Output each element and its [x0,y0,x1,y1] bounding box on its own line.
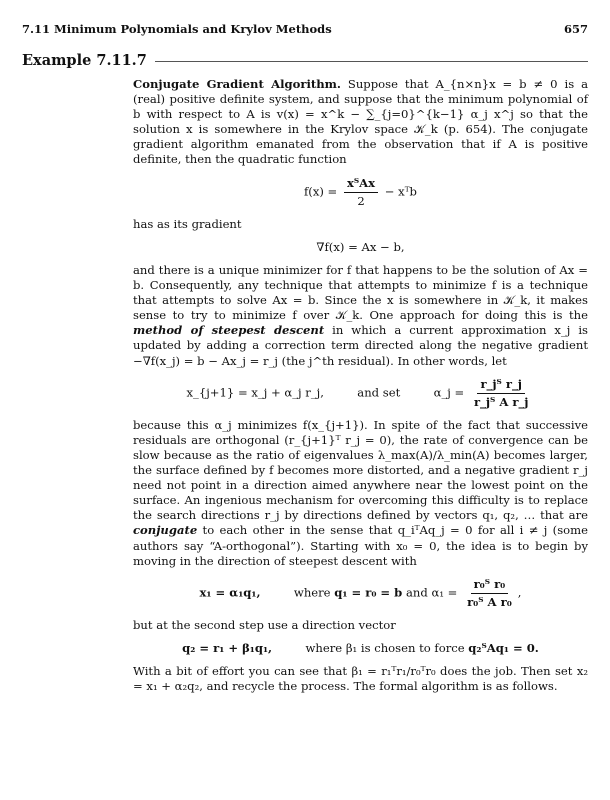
second-step-intro: but at the second step use a direction vector [133,617,396,632]
first-step-equation [133,577,588,610]
quadratic-tail: − xᵀb [384,184,417,199]
quadratic-equation [133,176,588,209]
heading-rule [134,61,588,62]
quadratic-numerator: xᵀAx [344,176,378,193]
quadratic-denominator: 2 [357,193,365,208]
paragraph-intro [133,77,588,168]
paragraph-steepest-descent [133,263,588,369]
example-heading [22,52,588,70]
alpha-fraction [471,377,532,410]
paragraph-conjugate [133,418,588,569]
alpha1-tail: , [517,585,522,600]
update-equation [133,377,588,410]
second-step: q₂ = r₁ + β₁q₁, [182,641,273,655]
para3-part-a: because this α_j minimizes f(x_{j+1}). In spite of the fact that successive residuals are orthogonal (r_{j+1}ᵀ r_j = 0), the rate of convergence can be slow because as the ratio of eigenvalues λ_max(A)/λ_min(A) becomes larger, the surface defined by f becomes more distorted, and a negative gradient r_j need not point in a direction aimed anywhere near the lowest point on the surface. An ingenious mechanism for overcoming this difficulty is to replace the search directions r_j by directions defined by vectors q₁, q₂, … that are [133,417,588,523]
para3-part-b: to each other in the sense that q_iᵀAq_j = 0 for all i ≠ j (some authors say “A-orthogonal”). Starting with x₀ = 0, the idea is to begin by moving in the direction of steepest descent with [133,523,588,568]
para2-part-a: and there is a unique minimizer for f that happens to be the solution of Ax = b. Consequently, any technique that attempts to minimize f is a technique that attempts to solve Ax = b. Since the x is somewhere in 𝒦_k, it makes sense to try to minimize f over 𝒦_k. One approach for doing this is the [133,262,588,323]
second-where: where β₁ is chosen to force [305,641,465,655]
quadratic-fraction [344,176,378,209]
alpha1-lhs: α₁ = [431,585,458,600]
first-q: q₁ = r₀ = b [334,585,403,600]
running-header [22,22,588,38]
method-of-steepest-descent-term: method of steepest descent [133,323,325,338]
update-mid: and set [357,385,401,400]
example-body [133,77,588,694]
paragraph-final: With a bit of effort you can see that β₁ = r₁ᵀr₁/r₀ᵀr₀ does the job. Then set x₂ = x₁ + α₂q₂, and recycle the process. The formal algorithm is as follows. [133,664,588,694]
second-force: q₂ᵀAq₁ = 0. [468,641,539,655]
alpha-numerator: r_jᵀ r_j [477,377,525,394]
para2-part-b: in which a current approximation x_j is updated by adding a correction term directed along the negative gradient −∇f(x_j) = b − Ax_j = r_j (the j^th residual). In other words, let [133,323,588,368]
alpha1-numerator: r₀ᵀ r₀ [471,577,509,594]
intro-text: Suppose that A_{n×n}x = b ≠ 0 is a (real) positive definite system, and suppose that the minimum polynomial of b with respect to A is v(x) = x^k − ∑_{j=0}^{k−1} α_j x^j so that the solution x is somewhere in the Krylov space 𝒦_k (p. 654). The conjugate gradient algorithm emanated from the observation that if A is positive definite, then the quadratic function [133,77,588,167]
first-and: and [405,585,428,600]
second-step-equation [133,641,588,656]
conjugate-term: conjugate [133,523,198,538]
first-step: x₁ = α₁q₁, [199,585,261,600]
quadratic-lhs: f(x) = [304,184,338,199]
alpha-denominator: r_jᵀ A r_j [473,394,529,409]
gradient-equation: ∇f(x) = Ax − b, [316,239,405,254]
section-title: 7.11 Minimum Polynomials and Krylov Methods [22,22,332,36]
alpha-lhs: α_j = [433,385,465,400]
algorithm-name: Conjugate Gradient Algorithm. [133,77,341,91]
example-title: Example 7.11.7 [22,52,155,69]
update-lhs: x_{j+1} = x_j + α_j r_j, [186,385,324,400]
page-number: 657 [563,22,588,36]
gradient-intro: has as its gradient [133,216,242,231]
alpha1-denominator: r₀ᵀ A r₀ [467,594,512,609]
alpha1-fraction [464,577,515,610]
first-where: where [293,585,331,600]
